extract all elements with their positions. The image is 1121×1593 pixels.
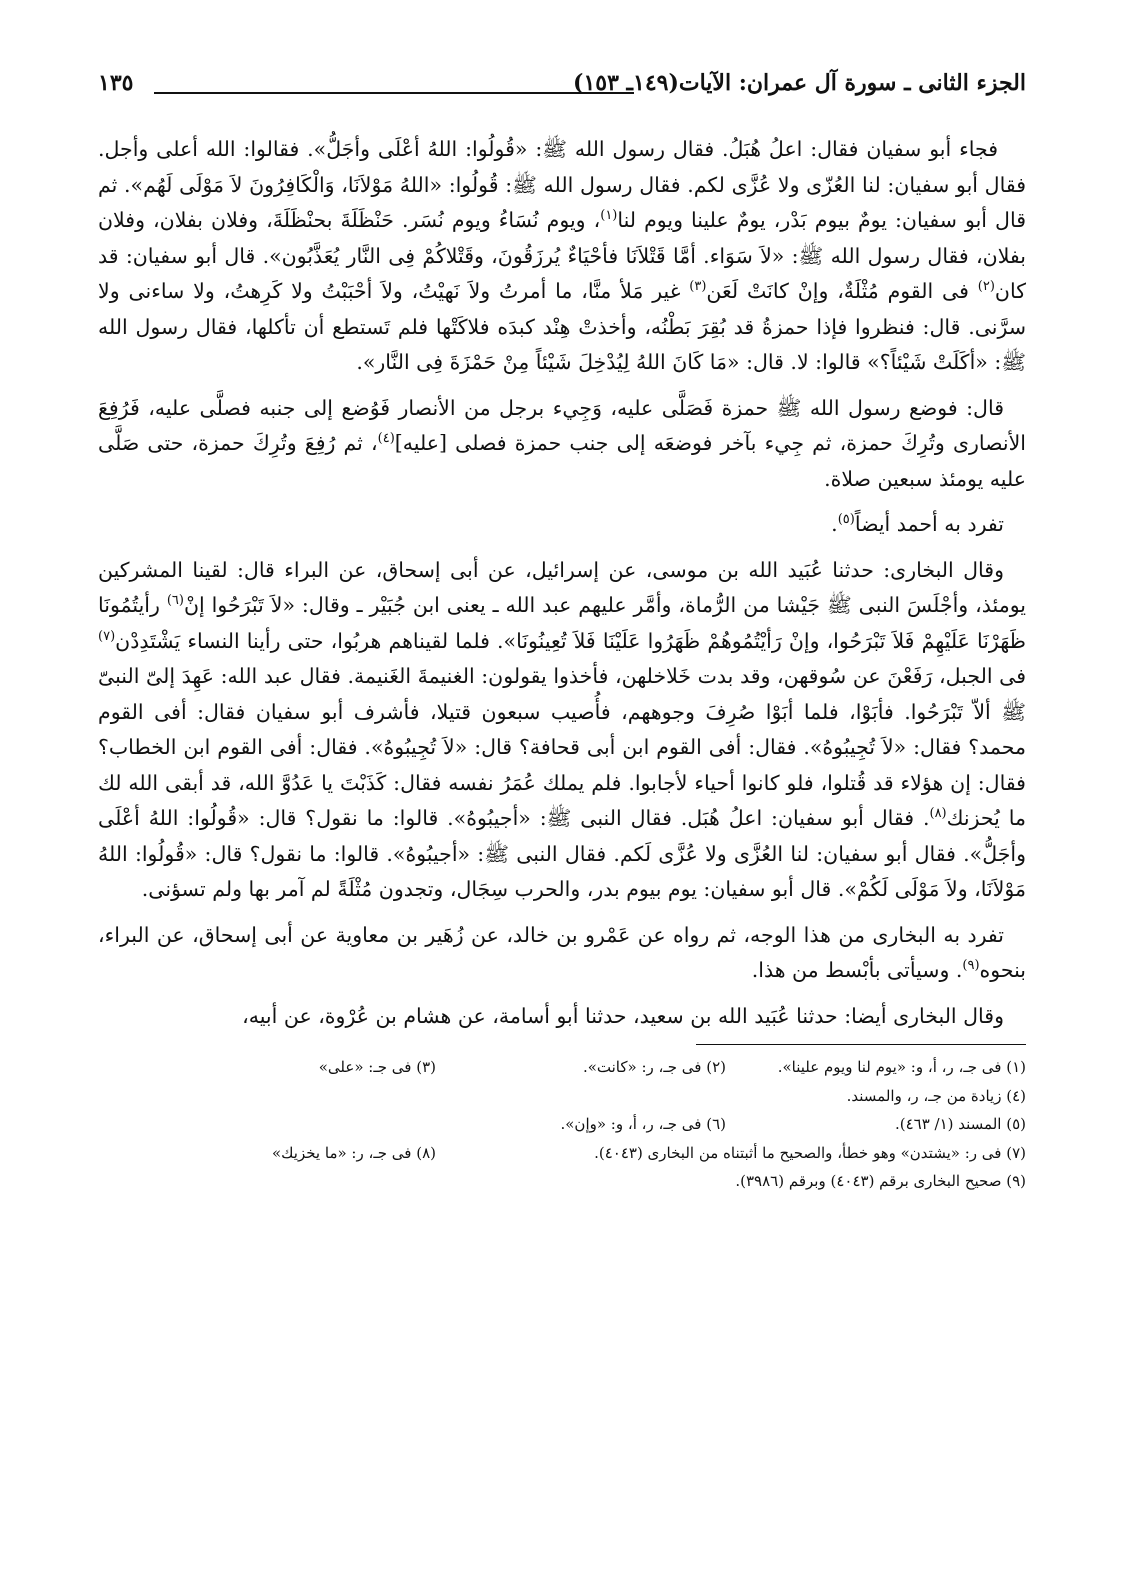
footnote-marker[interactable]: (٦)	[166, 593, 184, 609]
footnote-marker[interactable]: (١)	[600, 208, 618, 224]
paragraph-text: رأيتُمُونَا ظَهَرْنَا عَلَيْهِمْ فَلاَ تَبْرَحُوا، وإنْ رَأيْتُمُوهُمْ ظَهَرُوا عَلَيْنَا فَلاَ تُعِينُونَا». فلما لقيناهم هربُوا، حتى رأينا النساء يَشْتَدِدْن	[98, 593, 1026, 653]
footnote-1: (١) فى جـ، ر، أ، و: «يوم لنا ويوم علينا».	[777, 1058, 1026, 1076]
footnote-marker[interactable]: (٩)	[962, 958, 980, 974]
footnote-marker[interactable]: (٨)	[929, 806, 947, 822]
footnote-4: (٤) زيادة من جـ، ر، والمسند.	[846, 1086, 1026, 1105]
footnote-marker[interactable]: (٣)	[689, 279, 707, 295]
footnote-marker[interactable]: (٥)	[837, 512, 855, 528]
footnote-row	[98, 1167, 1026, 1196]
footnote-row	[98, 1110, 1026, 1139]
footnote-7: (٧) فى ر: «يشتدن» وهو خطأ، والصحيح ما أثبتناه من البخارى (٤٠٤٣).	[594, 1143, 1026, 1162]
footnote-8: (٨) فى جـ، ر: «ما يخزيك»	[271, 1143, 436, 1162]
footnote-row	[98, 1053, 1026, 1082]
paragraph-text: وقال البخارى أيضا: حدثنا عُبَيد الله بن سعيد، حدثنا أبو أسامة، عن هشام بن عُرْوة، عن أبيه،	[242, 1003, 1004, 1028]
main-text	[98, 132, 1026, 1034]
footnote-row	[98, 1082, 1026, 1111]
paragraph	[98, 918, 1026, 989]
paragraph-text: فى الجبل، رَفَعْنَ عن سُوقهن، وقد بدت خَلاخلهن، فأخذوا يقولون: الغنيمةَ الغَنيمة. فقال عبد الله: عَهِدَ إلىّ النبىّ ﷺ ألاّ تَبْرَحُوا. فأبَوْا، فلما أبَوْا صُرِفَ وجوههم، فأُصيب سبعون قتيلا، فأشرف أبو سفيان فقال: أفى القوم محمد؟ فقال: «لاَ تُجِيبُوهُ». فقال: أفى القوم ابن أبى قحافة؟ قال: «لاَ تُجِيبُوهُ». فقال: أفى القوم ابن الخطاب؟ فقال: إن هؤلاء قد قُتلوا، فلو كانوا أحياء لأجابوا. فلم يملك عُمَرُ نفسه فقال: كَذَبْتَ يا عَدُوَّ الله، قد أبقى الله لك ما يُحزنك	[98, 664, 1026, 830]
footnote-marker[interactable]: (٧)	[98, 628, 116, 644]
footnote-2: (٢) فى جـ، ر: «كانت».	[582, 1058, 726, 1076]
paragraph-text: ، ويوم نُسَاءُ ويوم نُسَر. حَنْظَلَةَ بحنْظَلَةَ، وفلان بفلان، وفلان بفلان، فقال رسول الله ﷺ: «لاَ سَوَاء. أمَّا قَتْلاَنَا فأحْيَاءٌ يُرزَقُونَ، وقَتْلاكُمْ فِى النَّار يُعَذَّبُون». قال أبو سفيان: قد كان	[98, 208, 1026, 303]
running-header	[98, 66, 1026, 110]
footnote-3: (٣) فى جـ: «على»	[318, 1058, 436, 1076]
paragraph-text: .	[831, 512, 838, 536]
paragraph	[98, 999, 1026, 1035]
footnote-marker[interactable]: (٤)	[377, 431, 395, 447]
footnote-6: (٦) فى جـ، ر، أ، و: «وإن».	[560, 1115, 726, 1133]
page	[98, 66, 1026, 1196]
footnote-divider	[696, 1044, 1026, 1045]
header-rule	[154, 92, 634, 94]
paragraph	[98, 507, 1026, 543]
paragraph	[98, 391, 1026, 498]
page-number: ١٣٥	[98, 70, 134, 96]
paragraph-text: قال: فوضع رسول الله ﷺ حمزة فَصَلَّى عليه، وَجِيء برجل من الأنصار فَوُضع إلى جنبه فصلَّى عليه، فَرُفِعَ الأنصارى وتُرِكَ حمزة، ثم جِيء بآخر فوضعَه إلى جنب حمزة فصلى [عليه]	[98, 395, 1027, 455]
footnote-marker[interactable]: (٢)	[977, 279, 995, 295]
paragraph-text: وقال البخارى: حدثنا عُبَيد الله بن موسى، عن إسرائيل، عن أبى إسحاق، عن البراء قال: لقينا المشركين يومئذ، وأجْلَسَ النبى ﷺ جَيْشا من الرُّماة، وأمَّر عليهم عبد الله ـ يعنى ابن جُبَيْر ـ وقال: «لاَ تَبْرَحُوا إنْ	[98, 557, 1026, 617]
paragraph-text: تفرد به البخارى من هذا الوجه، ثم رواه عن عَمْرو بن خالد، عن زُهَير بن معاوية عن أبى إسحاق، عن البراء، بنحوه	[98, 922, 1026, 982]
paragraph-text: تفرد به أحمد أيضاً	[854, 512, 1004, 536]
footnote-row	[98, 1139, 1026, 1168]
paragraph-text: غير مَلأ منَّا، ما أمرتُ ولاَ نَهيْتُ، ولاَ أحْبَبْتُ ولا كَرِهتُ، ولا ساءنى ولا سرَّنى. قال: فنظروا فإذا حمزةُ قد بُقِرَ بَطْنُه، وأخذتْ هِنْد كبدَه فلاكَتْها فلم تَستطع أن تأكلها، فقال رسول الله ﷺ: «أكَلَتْ شَيْئاً؟» قالوا: لا. قال: «مَا كَانَ اللهُ لِيُدْخِلَ شَيْئاً مِنْ حَمْزَةَ فِى النَّار».	[98, 279, 1026, 374]
footnotes	[98, 1053, 1026, 1196]
paragraph-text: . فقال أبو سفيان: اعلُ هُبَل. فقال النبى ﷺ: «أجيبُوهُ». قالوا: ما نقول؟ قال: «قُولُوا: اللهُ أعْلَى وأجَلُّ». فقال أبو سفيان: لنا العُزَّى ولا عُزَّى لَكم. فقال النبى ﷺ: «أجيبُوهُ». قالوا: ما نقول؟ قال: «قُولُوا: اللهُ مَوْلاَنَا، ولاَ مَوْلَى لَكُمْ». قال أبو سفيان: يوم بيوم بدر، والحرب سِجَال، وتجدون مُثْلَةً لم آمر بها ولم تسؤنى.	[98, 806, 1026, 901]
footnote-5: (٥) المسند (١/ ٤٦٣).	[894, 1115, 1026, 1133]
paragraph-text: ، ثم رُفِعَ وتُرِكَ حمزة، حتى صَلَّى عليه يومئذ سبعين صلاة.	[98, 431, 1026, 491]
paragraph-text: . وسيأتى بأبْسط من هذا.	[751, 958, 963, 982]
paragraph	[98, 132, 1026, 381]
paragraph-text: فجاء أبو سفيان فقال: اعلُ هُبَلُ. فقال رسول الله ﷺ: «قُولُوا: اللهُ أعْلَى وأجَلُّ». فقالوا: الله أعلى وأجل. فقال أبو سفيان: لنا العُزّى ولا عُزَّى لكم. فقال رسول الله ﷺ: قُولُوا: «اللهُ مَوْلاَنَا، وَالْكَافِرُونَ لاَ مَوْلَى لَهُم». ثم قال أبو سفيان: يومٌ بيوم بَدْر، يومٌ علينا ويوم لنا	[98, 137, 1026, 232]
paragraph	[98, 553, 1026, 908]
header-title: الجزء الثانى ـ سورة آل عمران: الآيات(١٤٩ـ ١٥٣)	[573, 70, 1026, 96]
paragraph-text: فى القوم مُثْلَةٌ، وإنْ كانَتْ لَعَن	[706, 279, 978, 303]
footnote-9: (٩) صحيح البخارى برقم (٤٠٤٣) وبرقم (٣٩٨٦).	[735, 1172, 1026, 1190]
